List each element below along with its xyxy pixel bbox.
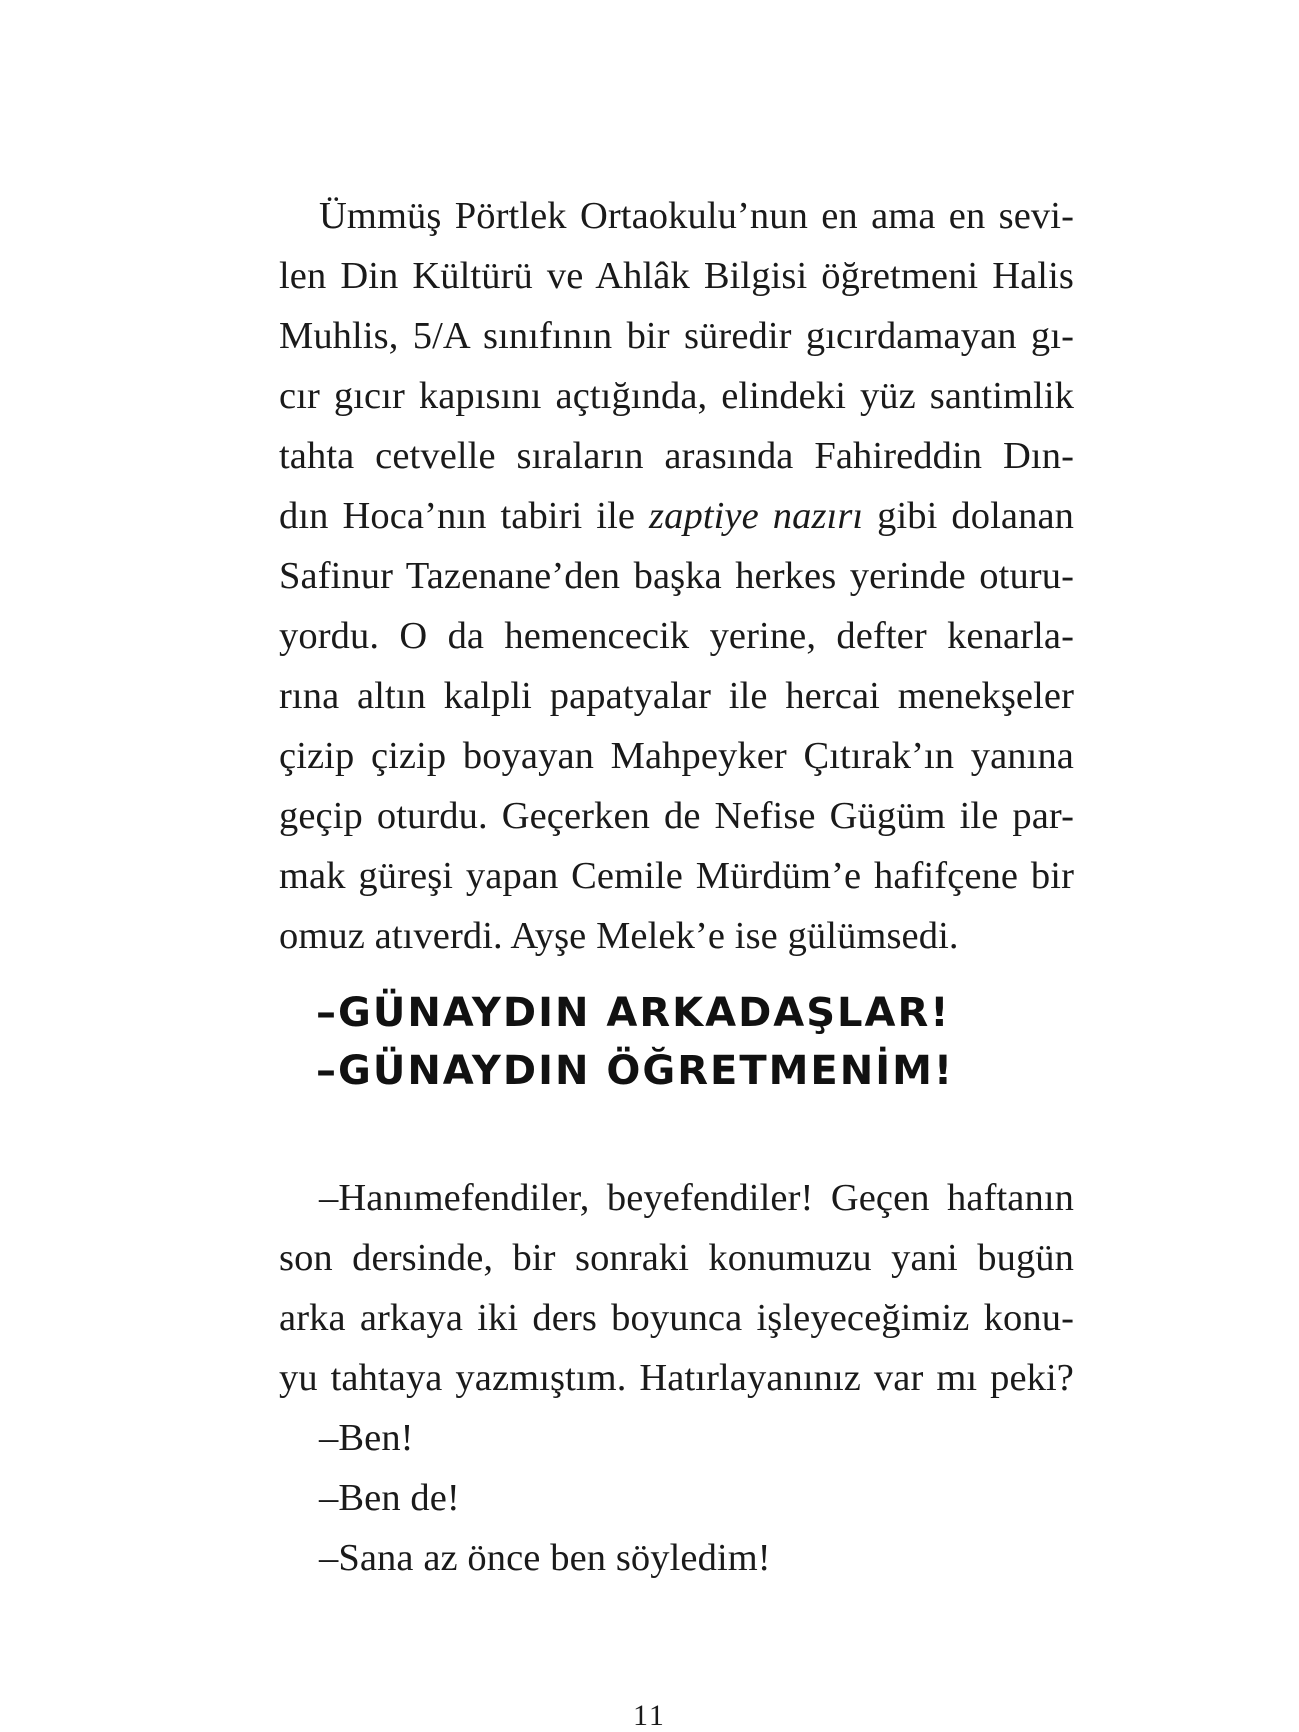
dialogue-line: –Ben! [319, 1417, 414, 1459]
text-line: geçip oturdu. Geçerken de Nefise Gügüm ile par- [279, 795, 1074, 837]
text-line: len Din Kültürü ve Ahlâk Bilgisi öğretmeni Halis [279, 255, 1074, 297]
heading-line: –GÜNAYDIN ÖĞRETMENİM! [316, 1048, 955, 1094]
text-line: cır gıcır kapısını açtığında, elindeki yüz santimlik [279, 375, 1074, 417]
text-line: yordu. O da hemencecik yerine, defter kenarla- [279, 615, 1074, 657]
text-segment: dın Hoca’nın tabiri ile [279, 495, 650, 537]
text-line: omuz atıverdi. Ayşe Melek’e ise gülümsedi. [279, 915, 959, 957]
heading-line: –GÜNAYDIN ARKADAŞLAR! [316, 990, 951, 1036]
text-line: çizip çizip boyayan Mahpeyker Çıtırak’ın yanına [279, 735, 1074, 777]
italic-phrase: zaptiye nazırı [649, 495, 864, 537]
text-line: rına altın kalpli papatyalar ile hercai menekşeler [279, 675, 1074, 717]
paragraph-1 [279, 186, 1074, 966]
text-line-mixed [279, 486, 1074, 546]
text-line: –Hanımefendiler, beyefendiler! Geçen haftanın [319, 1177, 1074, 1219]
text-line: Muhlis, 5/A sınıfının bir süredir gıcırdamayan gı- [279, 315, 1074, 357]
greeting-headings [316, 984, 954, 1100]
text-line: mak güreşi yapan Cemile Mürdüm’e hafifçene bir [279, 855, 1074, 897]
paragraph-2 [279, 1168, 1074, 1588]
text-line: tahta cetvelle sıraların arasında Fahireddin Dın- [279, 435, 1074, 477]
dialogue-line: –Sana az önce ben söyledim! [319, 1537, 771, 1579]
text-line: yu tahtaya yazmıştım. Hatırlayanınız var mı peki? [279, 1357, 1074, 1399]
text-segment: gibi dolanan [863, 495, 1074, 537]
text-line: Ümmüş Pörtlek Ortaokulu’nun en ama en sevi- [319, 195, 1074, 237]
text-line: son dersinde, bir sonraki konumuzu yani bugün [279, 1237, 1074, 1279]
text-line: Safinur Tazenane’den başka herkes yerinde oturu- [279, 555, 1074, 597]
dialogue-line: –Ben de! [319, 1477, 460, 1519]
text-line: arka arkaya iki ders boyunca işleyeceğimiz konu- [279, 1297, 1074, 1339]
page-number: 11 [633, 1699, 666, 1732]
